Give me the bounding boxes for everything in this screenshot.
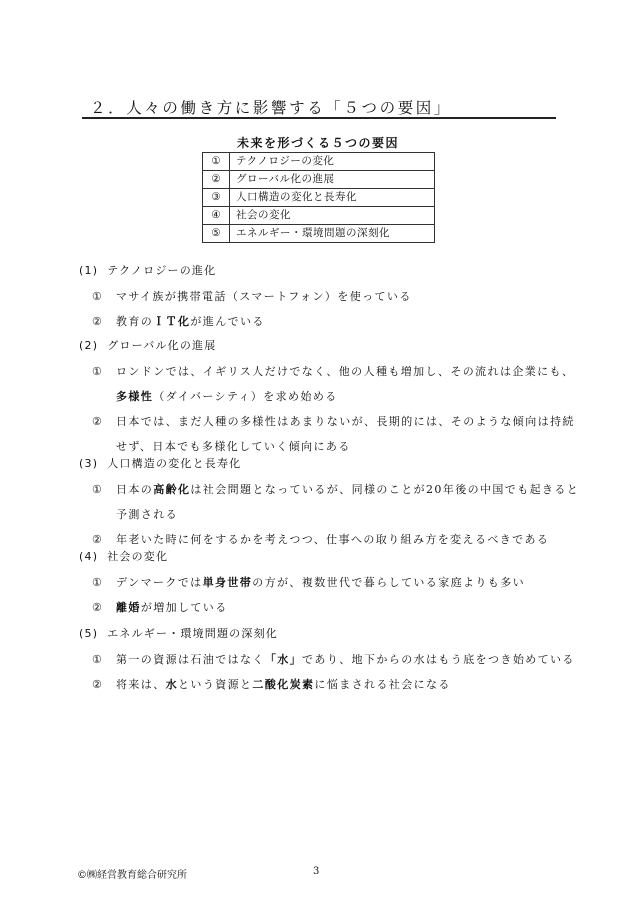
table-row (203, 171, 435, 189)
section-demographics (79, 456, 578, 552)
table-row (203, 189, 435, 207)
item-marker: ② (92, 601, 104, 614)
factors-table (202, 152, 435, 243)
item-marker: ② (92, 415, 104, 428)
row-text: テクノロジーの変化 (230, 153, 435, 171)
item-marker: ① (92, 483, 104, 496)
list-item: ② 日本では、まだ人種の多様性はあまりないが、長期的には、そのような傾向は持続 せず、日本でも多様化していく傾向にある (79, 409, 578, 459)
section-title: (1) テクノロジーの進化 (79, 264, 217, 277)
section-title: (4) 社会の変化 (79, 550, 169, 563)
section-globalization (79, 338, 578, 459)
list-item: ② 年老いた時に何をするかを考えつつ、仕事への取り組み方を変えるべきである (79, 527, 578, 552)
table-row (203, 207, 435, 225)
factors-table-title: 未来を形づくる５つの要因 (236, 136, 399, 150)
row-number: ⑤ (203, 225, 230, 243)
page-heading: ２．人々の働き方に影響する「５つの要因」 (90, 99, 453, 117)
row-number: ④ (203, 207, 230, 225)
row-number: ① (203, 153, 230, 171)
item-marker: ① (92, 576, 104, 589)
item-marker: ② (92, 533, 104, 546)
list-item: ① マサイ族が携帯電話（スマートフォン）を使っている (79, 284, 578, 309)
section-energy-environment (79, 626, 578, 697)
list-item: ② 教育のＩＴ化が進んでいる (79, 309, 578, 334)
list-item: ① 第一の資源は石油ではなく「水」であり、地下からの水はもう底をつき始めている (79, 647, 578, 672)
table-row (203, 225, 435, 243)
section-title: (3) 人口構造の変化と長寿化 (79, 457, 242, 470)
footer-copyright: ©㈱経営教育総合研究所 (77, 870, 187, 881)
section-technology (79, 263, 578, 334)
item-marker: ② (92, 678, 104, 691)
list-item: ① 日本の高齢化は社会問題となっているが、同様のことが20年後の中国でも起きると 予測される (79, 477, 578, 527)
row-text: グローバル化の進展 (230, 171, 435, 189)
row-number: ② (203, 171, 230, 189)
section-title: (5) エネルギー・環境問題の深刻化 (79, 627, 278, 640)
row-text: 人口構造の変化と長寿化 (230, 189, 435, 207)
item-marker: ① (92, 653, 104, 666)
section-title: (2) グローバル化の進展 (79, 339, 217, 352)
table-row (203, 153, 435, 171)
item-marker: ① (92, 365, 104, 378)
row-number: ③ (203, 189, 230, 207)
list-item: ① ロンドンでは、イギリス人だけでなく、他の人種も増加し、その流れは企業にも、 多様性（ダイバーシティ）を求め始める (79, 359, 578, 409)
list-item: ① デンマークでは単身世帯の方が、複数世代で暮らしている家庭よりも多い (79, 570, 578, 595)
row-text: 社会の変化 (230, 207, 435, 225)
row-text: エネルギー・環境問題の深刻化 (230, 225, 435, 243)
list-item: ② 離婚が増加している (79, 595, 578, 620)
list-item: ② 将来は、水という資源と二酸化炭素に悩まされる社会になる (79, 672, 578, 697)
page-number: 3 (313, 866, 320, 877)
item-marker: ② (92, 315, 104, 328)
section-society (79, 549, 578, 620)
heading-underline (82, 117, 556, 119)
item-marker: ① (92, 290, 104, 303)
